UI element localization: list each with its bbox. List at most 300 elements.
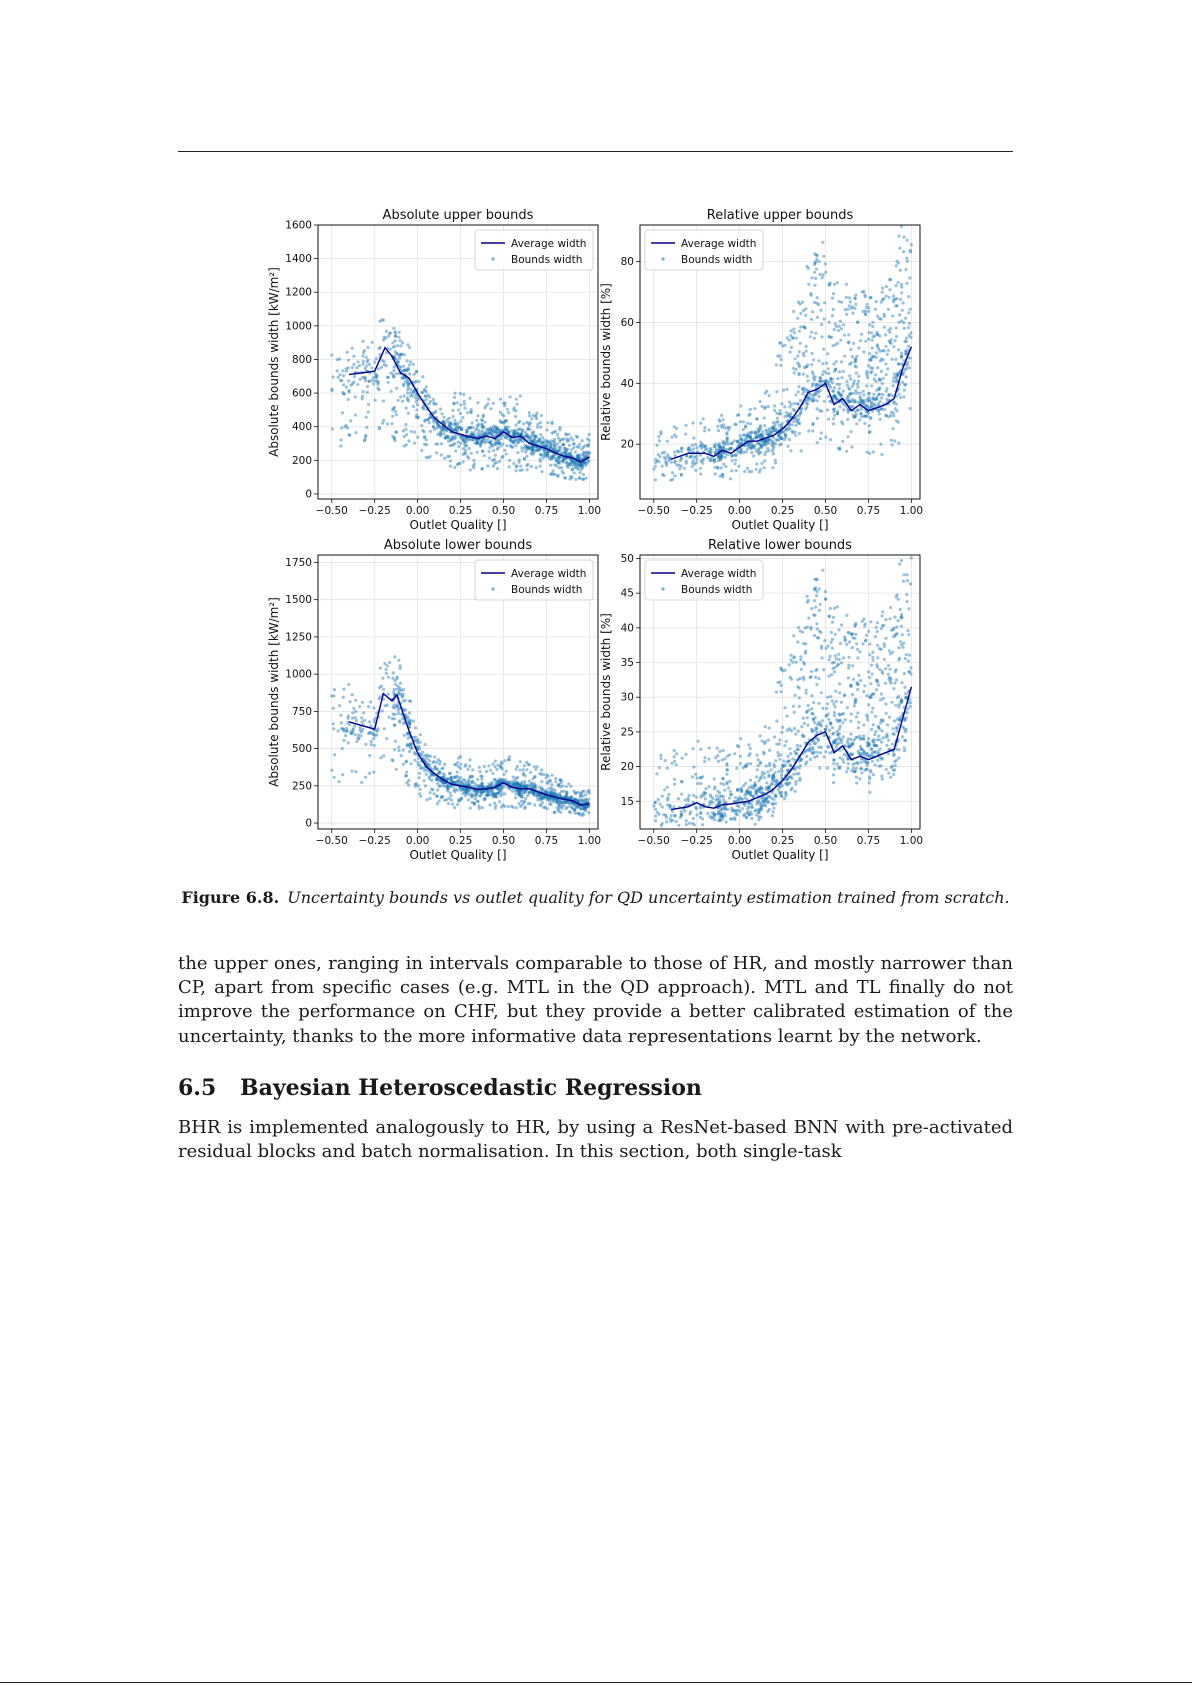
bounds-width-point — [415, 782, 418, 785]
bounds-width-point — [468, 447, 471, 450]
bounds-width-point — [881, 393, 884, 396]
bounds-width-point — [772, 763, 775, 766]
y-tick-label: 750 — [291, 705, 312, 718]
bounds-width-point — [415, 370, 418, 373]
y-tick-label: 250 — [291, 780, 312, 793]
bounds-width-point — [470, 452, 473, 455]
bounds-width-point — [548, 457, 551, 460]
bounds-width-point — [400, 376, 403, 379]
bounds-width-point — [558, 459, 561, 462]
bounds-width-point — [685, 819, 688, 822]
bounds-width-point — [688, 446, 691, 449]
bounds-width-point — [746, 422, 749, 425]
bounds-width-point — [842, 370, 845, 373]
bounds-width-point — [409, 395, 412, 398]
bounds-width-point — [381, 359, 384, 362]
bounds-width-point — [807, 399, 810, 402]
bounds-width-point — [703, 426, 706, 429]
bounds-width-point — [356, 383, 359, 386]
bounds-width-point — [868, 323, 871, 326]
bounds-width-point — [527, 447, 530, 450]
bounds-width-point — [733, 462, 736, 465]
bounds-width-point — [502, 785, 505, 788]
bounds-width-point — [784, 791, 787, 794]
bounds-width-point — [830, 631, 833, 634]
bounds-width-point — [571, 806, 574, 809]
bounds-width-point — [903, 389, 906, 392]
bounds-width-point — [835, 745, 838, 748]
bounds-width-point — [804, 642, 807, 645]
bounds-width-point — [817, 677, 820, 680]
bounds-width-point — [406, 388, 409, 391]
bounds-width-point — [790, 346, 793, 349]
bounds-width-point — [796, 354, 799, 357]
bounds-width-point — [851, 405, 854, 408]
bounds-width-point — [443, 457, 446, 460]
bounds-width-point — [518, 802, 521, 805]
bounds-width-point — [495, 768, 498, 771]
bounds-width-point — [852, 342, 855, 345]
bounds-width-point — [447, 437, 450, 440]
bounds-width-point — [880, 692, 883, 695]
bounds-width-point — [868, 643, 871, 646]
bounds-width-point — [756, 768, 759, 771]
bounds-width-point — [497, 764, 500, 767]
bounds-width-point — [739, 737, 742, 740]
bounds-width-point — [387, 376, 390, 379]
bounds-width-point — [450, 794, 453, 797]
bounds-width-point — [878, 388, 881, 391]
bounds-width-point — [814, 332, 817, 335]
bounds-width-point — [812, 701, 815, 704]
bounds-width-point — [424, 743, 427, 746]
bounds-width-point — [714, 472, 717, 475]
bounds-width-point — [823, 400, 826, 403]
bounds-width-point — [845, 296, 848, 299]
bounds-width-point — [892, 732, 895, 735]
bounds-width-point — [797, 390, 800, 393]
bounds-width-point — [788, 438, 791, 441]
bounds-width-point — [753, 781, 756, 784]
bounds-width-point — [410, 430, 413, 433]
bounds-width-point — [841, 758, 844, 761]
bounds-width-point — [376, 380, 379, 383]
bounds-width-point — [862, 394, 865, 397]
bounds-width-point — [342, 696, 345, 699]
bounds-width-point — [692, 447, 695, 450]
bounds-width-point — [525, 455, 528, 458]
bounds-width-point — [792, 773, 795, 776]
bounds-width-point — [431, 788, 434, 791]
bounds-width-point — [380, 366, 383, 369]
bounds-width-point — [880, 453, 883, 456]
bounds-width-point — [500, 766, 503, 769]
bounds-width-point — [472, 466, 475, 469]
bounds-width-point — [407, 399, 410, 402]
bounds-width-point — [800, 668, 803, 671]
bounds-width-point — [362, 711, 365, 714]
bounds-width-point — [508, 780, 511, 783]
bounds-width-point — [794, 424, 797, 427]
bounds-width-point — [418, 788, 421, 791]
bounds-width-point — [848, 640, 851, 643]
bounds-width-point — [390, 390, 393, 393]
bounds-width-point — [815, 683, 818, 686]
bounds-width-point — [780, 442, 783, 445]
bounds-width-point — [798, 363, 801, 366]
bounds-width-point — [684, 424, 687, 427]
bounds-width-point — [891, 358, 894, 361]
bounds-width-point — [403, 394, 406, 397]
bounds-width-point — [887, 673, 890, 676]
bounds-width-point — [768, 749, 771, 752]
bounds-width-point — [851, 664, 854, 667]
bounds-width-point — [851, 385, 854, 388]
bounds-width-point — [906, 579, 909, 582]
bounds-width-point — [840, 376, 843, 379]
bounds-width-point — [453, 422, 456, 425]
bounds-width-point — [743, 434, 746, 437]
bounds-width-point — [831, 638, 834, 641]
bounds-width-point — [569, 785, 572, 788]
bounds-width-point — [501, 779, 504, 782]
bounds-width-point — [476, 432, 479, 435]
bounds-width-point — [424, 395, 427, 398]
bounds-width-point — [485, 770, 488, 773]
bounds-width-point — [364, 776, 367, 779]
bounds-width-point — [512, 441, 515, 444]
bounds-width-point — [828, 321, 831, 324]
bounds-width-point — [363, 349, 366, 352]
bounds-width-point — [440, 767, 443, 770]
bounds-width-point — [811, 423, 814, 426]
bounds-width-point — [867, 396, 870, 399]
bounds-width-point — [838, 691, 841, 694]
bounds-width-point — [896, 373, 899, 376]
bounds-width-point — [688, 822, 691, 825]
bounds-width-point — [843, 334, 846, 337]
bounds-width-point — [436, 795, 439, 798]
bounds-width-point — [657, 460, 660, 463]
bounds-width-point — [859, 392, 862, 395]
bounds-width-point — [387, 693, 390, 696]
bounds-width-point — [388, 716, 391, 719]
bounds-width-point — [412, 405, 415, 408]
bounds-width-point — [393, 717, 396, 720]
bounds-width-point — [813, 271, 816, 274]
bounds-width-point — [794, 393, 797, 396]
bounds-width-point — [908, 654, 911, 657]
bounds-width-point — [784, 434, 787, 437]
x-tick-label: −0.50 — [315, 505, 348, 517]
bounds-width-point — [565, 791, 568, 794]
bounds-width-point — [666, 767, 669, 770]
bounds-width-point — [481, 429, 484, 432]
bounds-width-point — [902, 301, 905, 304]
legend-label-bounds: Bounds width — [681, 254, 753, 266]
bounds-width-point — [883, 326, 886, 329]
bounds-width-point — [421, 375, 424, 378]
bounds-width-point — [494, 454, 497, 457]
bounds-width-point — [907, 659, 910, 662]
bounds-width-point — [876, 621, 879, 624]
bounds-width-point — [878, 393, 881, 396]
bounds-width-point — [474, 782, 477, 785]
bounds-width-point — [820, 656, 823, 659]
bounds-width-point — [818, 587, 821, 590]
bounds-width-point — [826, 352, 829, 355]
bounds-width-point — [713, 787, 716, 790]
bounds-width-point — [786, 415, 789, 418]
header-rule — [178, 151, 1013, 152]
bounds-width-point — [778, 758, 781, 761]
bounds-width-point — [855, 365, 858, 368]
bounds-width-point — [863, 415, 866, 418]
bounds-width-point — [511, 429, 514, 432]
bounds-width-point — [858, 777, 861, 780]
bounds-width-point — [905, 600, 908, 603]
bounds-width-point — [845, 283, 848, 286]
bounds-width-point — [555, 806, 558, 809]
bounds-width-point — [362, 390, 365, 393]
bounds-width-point — [665, 464, 668, 467]
bounds-width-point — [339, 714, 342, 717]
bounds-width-point — [392, 327, 395, 330]
bounds-width-point — [781, 726, 784, 729]
bounds-width-point — [417, 745, 420, 748]
bounds-width-point — [763, 424, 766, 427]
bounds-width-point — [583, 790, 586, 793]
bounds-width-point — [407, 384, 410, 387]
bounds-width-point — [887, 308, 890, 311]
bounds-width-point — [902, 548, 905, 551]
bounds-width-point — [901, 381, 904, 384]
bounds-width-point — [775, 412, 778, 415]
bounds-width-point — [397, 691, 400, 694]
bounds-width-point — [774, 461, 777, 464]
bounds-width-point — [798, 766, 801, 769]
bounds-width-point — [406, 343, 409, 346]
bounds-width-point — [816, 407, 819, 410]
bounds-width-point — [720, 466, 723, 469]
x-tick-label: 0.50 — [813, 505, 838, 517]
bounds-width-point — [661, 795, 664, 798]
bounds-width-point — [890, 338, 893, 341]
bounds-width-point — [902, 395, 905, 398]
bounds-width-point — [810, 607, 813, 610]
bounds-width-point — [804, 652, 807, 655]
bounds-width-point — [793, 727, 796, 730]
bounds-width-point — [398, 686, 401, 689]
bounds-width-point — [806, 379, 809, 382]
bounds-width-point — [567, 466, 570, 469]
bounds-width-point — [789, 351, 792, 354]
bounds-width-point — [846, 384, 849, 387]
bounds-width-point — [773, 735, 776, 738]
bounds-width-point — [774, 759, 777, 762]
bounds-width-point — [835, 325, 838, 328]
bounds-width-point — [581, 453, 584, 456]
bounds-width-point — [799, 399, 802, 402]
bounds-width-point — [526, 794, 529, 797]
bounds-width-point — [392, 373, 395, 376]
bounds-width-point — [816, 399, 819, 402]
bounds-width-point — [875, 679, 878, 682]
bounds-width-point — [502, 442, 505, 445]
bounds-width-point — [373, 361, 376, 364]
bounds-width-point — [696, 782, 699, 785]
bounds-width-point — [504, 428, 507, 431]
bounds-width-point — [873, 334, 876, 337]
bounds-width-point — [810, 670, 813, 673]
bounds-width-point — [360, 716, 363, 719]
bounds-width-point — [778, 435, 781, 438]
bounds-width-point — [837, 653, 840, 656]
bounds-width-point — [557, 474, 560, 477]
bounds-width-point — [539, 454, 542, 457]
bounds-width-point — [899, 616, 902, 619]
bounds-width-point — [352, 355, 355, 358]
bounds-width-point — [664, 759, 667, 762]
bounds-width-point — [774, 427, 777, 430]
bounds-width-point — [360, 781, 363, 784]
bounds-width-point — [550, 443, 553, 446]
bounds-width-point — [539, 804, 542, 807]
bounds-width-point — [487, 437, 490, 440]
bounds-width-point — [405, 760, 408, 763]
bounds-width-point — [475, 792, 478, 795]
bounds-width-point — [846, 706, 849, 709]
bounds-width-point — [746, 467, 749, 470]
bounds-width-point — [736, 440, 739, 443]
bounds-width-point — [827, 283, 830, 286]
bounds-width-point — [836, 342, 839, 345]
bounds-width-point — [780, 773, 783, 776]
bounds-width-point — [876, 345, 879, 348]
bounds-width-point — [759, 433, 762, 436]
bounds-width-point — [867, 337, 870, 340]
bounds-width-point — [865, 451, 868, 454]
bounds-width-point — [381, 677, 384, 680]
bounds-width-point — [816, 296, 819, 299]
bounds-width-point — [561, 784, 564, 787]
bounds-width-point — [753, 407, 756, 410]
bounds-width-point — [560, 801, 563, 804]
bounds-width-point — [556, 433, 559, 436]
bounds-width-point — [498, 800, 501, 803]
bounds-width-point — [748, 470, 751, 473]
bounds-width-point — [366, 385, 369, 388]
bounds-width-point — [888, 288, 891, 291]
bounds-width-point — [399, 344, 402, 347]
bounds-width-point — [405, 774, 408, 777]
bounds-width-point — [875, 397, 878, 400]
bounds-width-point — [774, 424, 777, 427]
bounds-width-point — [889, 776, 892, 779]
bounds-width-point — [518, 769, 521, 772]
bounds-width-point — [903, 749, 906, 752]
bounds-width-point — [755, 791, 758, 794]
x-tick-label: 0.25 — [448, 835, 473, 847]
bounds-width-point — [578, 464, 581, 467]
bounds-width-point — [488, 456, 491, 459]
bounds-width-point — [716, 425, 719, 428]
bounds-width-point — [899, 551, 902, 554]
bounds-width-point — [734, 796, 737, 799]
bounds-width-point — [372, 706, 375, 709]
bounds-width-point — [565, 807, 568, 810]
bounds-width-point — [354, 395, 357, 398]
bounds-width-point — [516, 783, 519, 786]
bounds-width-point — [425, 398, 428, 401]
bounds-width-point — [838, 370, 841, 373]
bounds-width-point — [664, 461, 667, 464]
bounds-width-point — [782, 430, 785, 433]
bounds-width-point — [515, 398, 518, 401]
bounds-width-point — [799, 325, 802, 328]
bounds-width-point — [895, 419, 898, 422]
bounds-width-point — [587, 811, 590, 814]
bounds-width-point — [717, 760, 720, 763]
bounds-width-point — [426, 757, 429, 760]
bounds-width-point — [684, 753, 687, 756]
bounds-width-point — [579, 807, 582, 810]
bounds-width-point — [716, 467, 719, 470]
bounds-width-point — [365, 426, 368, 429]
bounds-width-point — [341, 728, 344, 731]
bounds-width-point — [814, 676, 817, 679]
bounds-width-point — [340, 721, 343, 724]
bounds-width-point — [790, 403, 793, 406]
bounds-width-point — [439, 760, 442, 763]
bounds-width-point — [462, 447, 465, 450]
bounds-width-point — [387, 335, 390, 338]
bounds-width-point — [806, 265, 809, 268]
bounds-width-point — [838, 736, 841, 739]
bounds-width-point — [681, 757, 684, 760]
bounds-width-point — [443, 774, 446, 777]
bounds-width-point — [755, 775, 758, 778]
bounds-width-point — [393, 439, 396, 442]
bounds-width-point — [798, 422, 801, 425]
bounds-width-point — [907, 633, 910, 636]
x-tick-label: −0.50 — [637, 505, 670, 517]
bounds-width-point — [461, 416, 464, 419]
bounds-width-point — [550, 783, 553, 786]
bounds-width-point — [438, 785, 441, 788]
bounds-width-point — [419, 795, 422, 798]
bounds-width-point — [349, 700, 352, 703]
bounds-width-point — [523, 457, 526, 460]
bounds-width-point — [575, 435, 578, 438]
bounds-width-point — [869, 620, 872, 623]
bounds-width-point — [568, 810, 571, 813]
bounds-width-point — [860, 415, 863, 418]
bounds-width-point — [467, 426, 470, 429]
bounds-width-point — [886, 723, 889, 726]
bounds-width-point — [382, 688, 385, 691]
bounds-width-point — [879, 722, 882, 725]
bounds-width-point — [755, 468, 758, 471]
bounds-width-point — [447, 802, 450, 805]
bounds-width-point — [418, 772, 421, 775]
bounds-width-point — [898, 646, 901, 649]
bounds-width-point — [871, 396, 874, 399]
bounds-width-point — [534, 415, 537, 418]
bounds-width-point — [487, 785, 490, 788]
bounds-width-point — [888, 668, 891, 671]
bounds-width-point — [530, 452, 533, 455]
